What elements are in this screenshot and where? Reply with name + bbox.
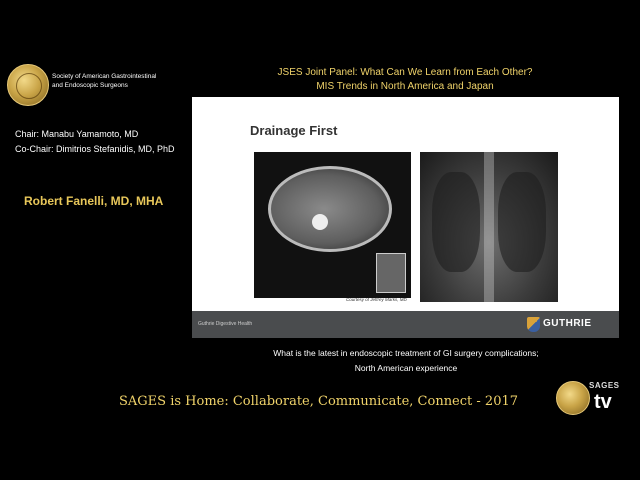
xray-left-lung [432, 172, 480, 272]
society-name-line2: and Endoscopic Surgeons [52, 82, 128, 89]
footer-brand: GUTHRIE [543, 318, 592, 329]
panel-title-line1: JSES Joint Panel: What Can We Learn from Each Other? [277, 67, 533, 78]
chest-xray-image [420, 152, 558, 302]
conference-tagline: SAGES is Home: Collaborate, Communicate, Connect - 2017 [119, 394, 519, 409]
sages-seal-logo [7, 64, 49, 106]
talk-title-line1: What is the latest in endoscopic treatment of GI surgery complications; [273, 348, 539, 358]
talk-title-line2: North American experience [354, 363, 458, 373]
chair-name: Chair: Manabu Yamamoto, MD [15, 129, 139, 139]
ct-inset-image [376, 253, 406, 293]
slide-footer [192, 311, 619, 338]
panel-title [230, 66, 580, 94]
tv-wordmark: tv [594, 391, 612, 413]
talk-title [231, 346, 581, 376]
panel-title-line2: MIS Trends in North America and Japan [316, 81, 494, 92]
chairs-block [15, 127, 175, 157]
sages-tv-seal-icon [556, 381, 590, 415]
xray-right-lung [498, 172, 546, 272]
ct-body-cross-section [268, 166, 392, 252]
society-name [52, 72, 156, 90]
speaker-name: Robert Fanelli, MD, MHA [24, 194, 164, 208]
guthrie-shield-icon [527, 317, 540, 332]
sages-tv-wordmark: SAGES [589, 381, 620, 390]
presentation-slide [192, 97, 619, 338]
xray-spine [484, 152, 494, 302]
footer-department: Guthrie Digestive Health [198, 321, 253, 327]
co-chair-name: Co-Chair: Dimitrios Stefanidis, MD, PhD [15, 144, 175, 154]
society-name-line1: Society of American Gastrointestinal [52, 73, 157, 80]
ct-spine [312, 214, 328, 230]
image-courtesy: Courtesy of Jeffrey Marks, MD [346, 297, 407, 302]
ct-scan-image [254, 152, 411, 298]
slide-title: Drainage First [250, 123, 338, 138]
